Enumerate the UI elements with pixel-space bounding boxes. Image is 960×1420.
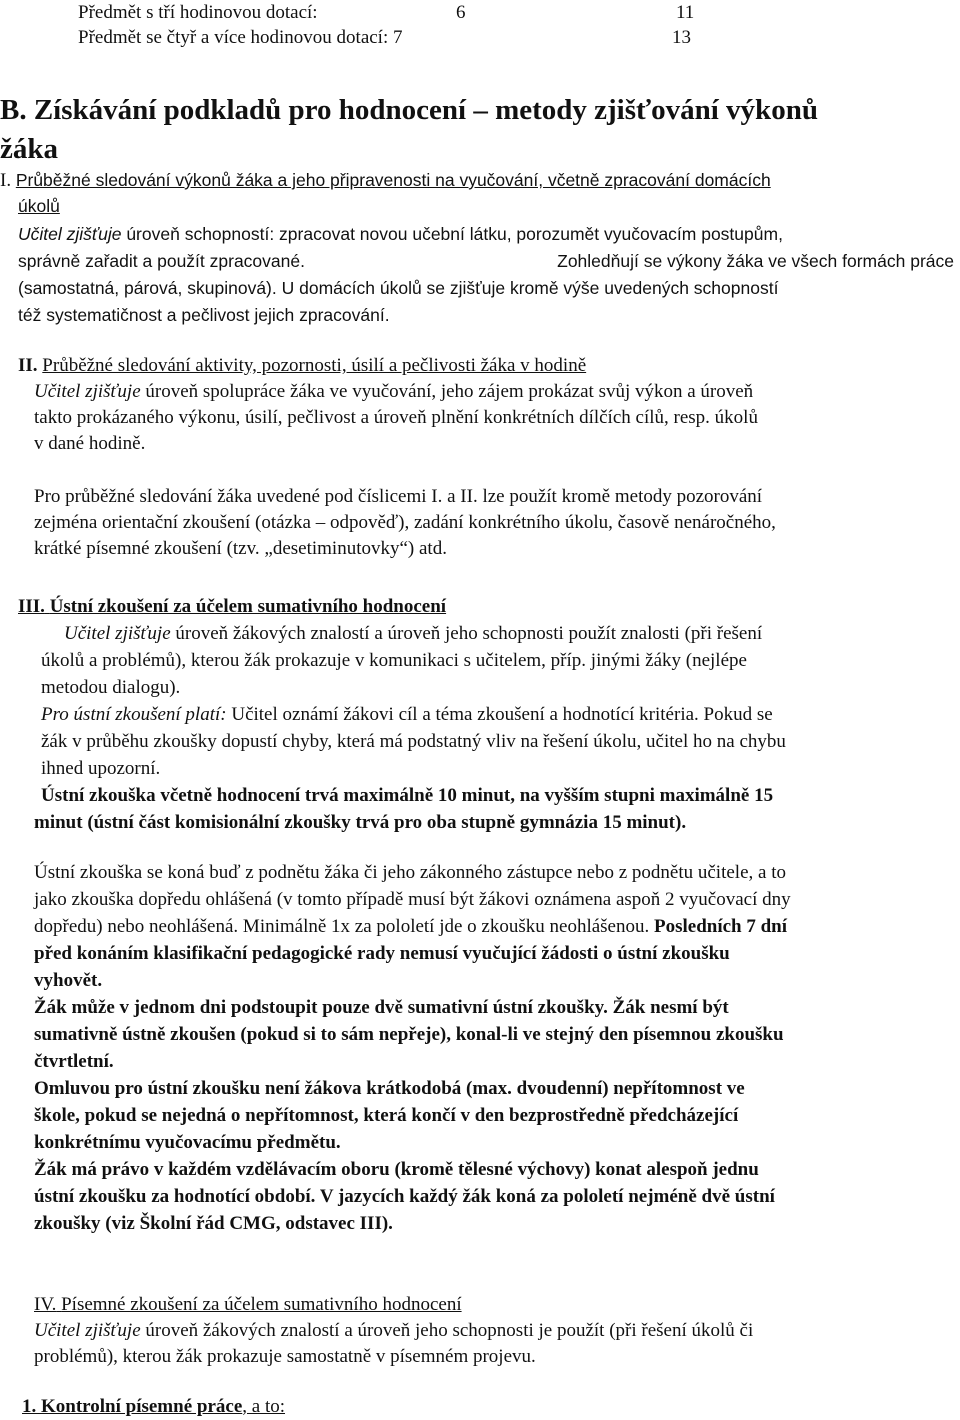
section-3-right-1: Žák má právo v každém vzdělávacím oboru (kromě tělesné výchovy) konat alespoň jednu	[34, 1159, 759, 1180]
subsection-written-tests-tail: , a to:	[242, 1396, 286, 1417]
teacher-finds-label-2: Učitel zjišťuje	[34, 381, 141, 402]
section-1-title-cont: úkolů	[18, 196, 60, 216]
oral-exam-duration-1: Ústní zkouška včetně hodnocení trvá maximálně 10 minut, na vyšším stupni maximálně 15	[41, 785, 774, 806]
hours-row-2-value-b: 13	[672, 27, 691, 48]
section-3-line-1-text: úroveň žákových znalostí a úroveň jeho schopnosti použít znalosti (při řešení	[175, 623, 763, 644]
teacher-finds-label-3: Učitel zjišťuje	[64, 623, 171, 644]
section-2-line-1	[34, 379, 753, 405]
section-3-rule-1: Žák může v jednom dni podstoupit pouze dvě sumativní ústní zkoušky. Žák nesmí být	[34, 997, 729, 1018]
section-2-para-3: krátké písemné zkoušení (tzv. „desetiminutovky“) atd.	[34, 538, 447, 559]
section-heading-b-cont: žáka	[0, 133, 58, 165]
section-2-line-2: takto prokázaného výkonu, úsilí, pečlivost a úroveň plnění konkrétních dílčích cílů, resp. úkolů	[34, 407, 758, 428]
section-2-line-1-text: úroveň spolupráce žáka ve vyučování, jeho zájem prokázat svůj výkon a úroveň	[145, 381, 754, 402]
section-3-line-3: metodou dialogu).	[41, 677, 181, 698]
section-3-para-3	[34, 914, 787, 940]
teacher-finds-label-4: Učitel zjišťuje	[34, 1320, 141, 1341]
subsection-written-tests-title: 1. Kontrolní písemné práce	[22, 1396, 243, 1417]
section-3-rule-2: sumativně ústně zkoušen (pokud si to sám nepřeje), konal-li ve stejný den písemnou zkoušku	[34, 1024, 784, 1045]
section-3-line-5: žák v průběhu zkoušky dopustí chyby, která má podstatný vliv na řešení úkolu, učitel ho na chybu	[41, 731, 786, 752]
section-3-para-5: vyhovět.	[34, 970, 103, 991]
section-4-title-text: Písemné zkoušení za účelem sumativního hodnocení	[61, 1294, 462, 1315]
section-1-line-3b: U domácích úkolů se zjišťuje kromě výše uvedených schopností	[281, 278, 779, 298]
section-3-excuse-2: škole, pokud se nejedná o nepřítomnost, která končí v den bezprostředně předcházející	[34, 1105, 739, 1126]
subsection-written-tests	[22, 1394, 285, 1420]
section-3-para-3a: dopředu) nebo neohlášená. Minimálně 1x za pololetí jde o zkoušku neohlášenou.	[34, 916, 650, 937]
section-3-line-4-text: Učitel oznámí žákovi cíl a téma zkoušení a hodnotící kritéria. Pokud se	[231, 704, 773, 725]
section-4-title	[34, 1292, 462, 1318]
section-4-line-2: problémů), kterou žák prokazuje samostatně v písemném projevu.	[34, 1346, 536, 1367]
section-4-number: IV.	[34, 1294, 57, 1315]
section-4-line-1-text: úroveň žákových znalostí a úroveň jeho schopnosti je použít (při řešení úkolů či	[145, 1320, 754, 1341]
section-2-title-text: Průběžné sledování aktivity, pozornosti, úsilí a pečlivosti žáka v hodině	[42, 355, 587, 376]
hours-row-1	[78, 0, 698, 26]
section-3-excuse-3: konkrétnímu vyučovacímu předmětu.	[34, 1132, 341, 1153]
hours-row-1-value-a: 6	[456, 2, 466, 23]
section-1-line-1-text: úroveň schopností: zpracovat novou učební látku, porozumět vyučovacím postupům,	[126, 224, 783, 244]
section-2-number: II.	[18, 355, 38, 376]
section-3-right-2: ústní zkoušku za hodnotící období. V jazycích každý žák koná za pololetí nejméně dvě ústní	[34, 1186, 775, 1207]
section-1-number: I.	[0, 170, 12, 191]
hours-row-2	[78, 25, 698, 51]
hours-row-1-label: Předmět s tří hodinovou dotací:	[78, 2, 318, 23]
section-2-line-3: v dané hodině.	[34, 433, 146, 454]
hours-row-2-label: Předmět se čtyř a více hodinovou dotací: 7	[78, 27, 403, 48]
section-4-line-1	[34, 1318, 753, 1344]
section-3-para-1: Ústní zkouška se koná buď z podnětu žáka či jeho zákonného zástupce nebo z podnětu učitele, a to	[34, 862, 786, 883]
section-3-line-1	[64, 621, 762, 647]
section-1-line-2	[18, 248, 954, 274]
oral-exam-rules-label: Pro ústní zkoušení platí:	[41, 704, 227, 725]
section-3-rule-3: čtvrtletní.	[34, 1051, 114, 1072]
section-2-para-2: zejména orientační zkoušení (otázka – odpověď), zadání konkrétního úkolu, časově nenáročného,	[34, 512, 776, 533]
section-3-number: III.	[18, 596, 45, 617]
section-3-para-4: před konáním klasifikační pedagogické rady nemusí vyučující žádosti o ústní zkoušku	[34, 943, 730, 964]
section-3-para-2: jako zkouška dopředu ohlášená (v tomto případě musí být žákovi oznámena aspoň 2 vyučovací dny	[34, 889, 791, 910]
section-3-line-4	[41, 702, 773, 728]
section-3-para-3b: Posledních 7 dní	[653, 916, 788, 937]
section-1-line-3	[18, 275, 778, 301]
oral-exam-duration-2: minut (ústní část komisionální zkoušky trvá pro oba stupně gymnázia 15 minut).	[34, 812, 687, 833]
section-3-line-2: úkolů a problémů), kterou žák prokazuje v komunikaci s učitelem, příp. jinými žáky (nejlépe	[41, 650, 747, 671]
section-1-line-2a: správně zařadit a použít zpracované.	[18, 251, 305, 271]
section-1-title-text: Průběžné sledování výkonů žáka a jeho připravenosti na vyučování, včetně zpracování domácích	[15, 170, 771, 190]
section-2-para-1: Pro průběžné sledování žáka uvedené pod číslicemi I. a II. lze použít kromě metody pozorování	[34, 486, 763, 507]
section-heading-b: B. Získávání podkladů pro hodnocení – metody zjišťování výkonů	[0, 94, 818, 126]
section-1-line-3a: (samostatná, párová, skupinová).	[18, 278, 277, 298]
hours-row-1-value-b: 11	[676, 2, 695, 23]
section-3-title-text: Ústní zkoušení za účelem sumativního hodnocení	[49, 596, 447, 617]
section-3-excuse-1: Omluvou pro ústní zkoušku není žákova krátkodobá (max. dvoudenní) nepřítomnost ve	[34, 1078, 745, 1099]
section-1-title	[0, 167, 771, 194]
section-3-line-6: ihned upozorní.	[41, 758, 161, 779]
section-2-title	[18, 353, 586, 379]
section-1-line-1	[18, 221, 783, 247]
section-3-title	[18, 594, 446, 620]
section-3-right-3: zkoušky (viz Školní řád CMG, odstavec III).	[34, 1213, 393, 1234]
section-1-line-2b: Zohledňují se výkony žáka ve všech formách práce	[557, 251, 954, 271]
section-1-line-4: též systematičnost a pečlivost jejich zpracování.	[18, 305, 390, 325]
teacher-finds-label: Učitel zjišťuje	[18, 224, 122, 244]
